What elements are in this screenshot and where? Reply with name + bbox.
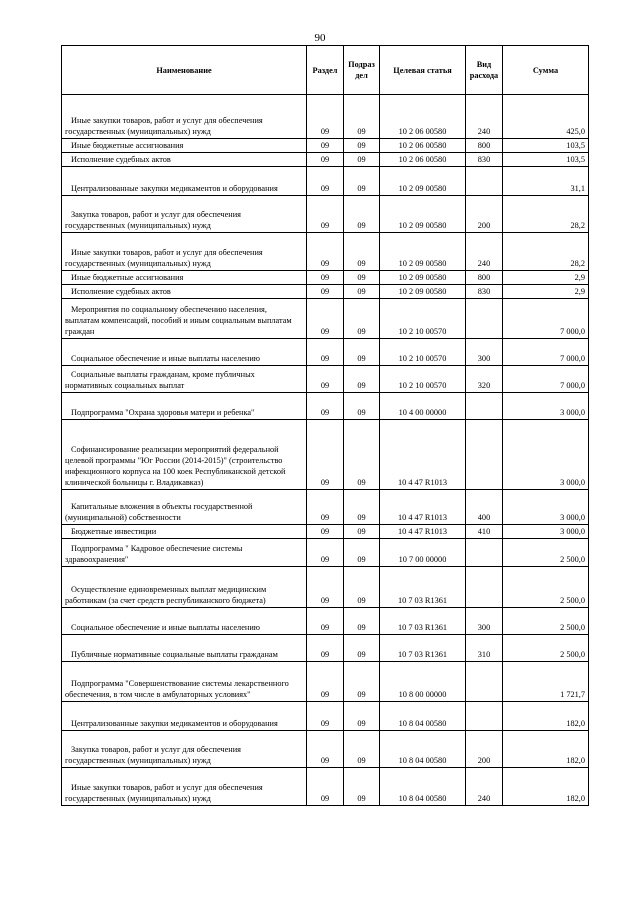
cell-sum: 3 000,0 <box>503 525 589 539</box>
cell-sum: 425,0 <box>503 95 589 139</box>
cell-sum: 7 000,0 <box>503 366 589 393</box>
cell-section: 09 <box>307 271 344 285</box>
cell-expense: 400 <box>466 490 503 525</box>
header-name: Наименование <box>62 46 307 95</box>
table-row <box>62 662 589 702</box>
cell-sum: 103,5 <box>503 153 589 167</box>
cell-subsection: 09 <box>344 233 380 271</box>
cell-name: Иные закупки товаров, работ и услуг для обеспечения государственных (муниципальных) нужд <box>62 768 307 806</box>
cell-section: 09 <box>307 768 344 806</box>
table-row <box>62 271 589 285</box>
cell-target: 10 4 47 R1013 <box>380 525 466 539</box>
table-header <box>62 46 589 95</box>
table-row <box>62 768 589 806</box>
cell-section: 09 <box>307 339 344 366</box>
cell-name: Софинансирование реализации мероприятий федеральной целевой программы "Юг России (2014-2015)" (строительство инфекционного корпуса на 100 коек Республиканской детской клинической больницы г. Владикавказ) <box>62 420 307 490</box>
cell-subsection: 09 <box>344 339 380 366</box>
cell-sum: 2,9 <box>503 285 589 299</box>
table-row <box>62 339 589 366</box>
cell-section: 09 <box>307 420 344 490</box>
cell-expense: 310 <box>466 635 503 662</box>
cell-sum: 3 000,0 <box>503 393 589 420</box>
cell-target: 10 2 10 00570 <box>380 339 466 366</box>
cell-section: 09 <box>307 702 344 731</box>
cell-expense: 300 <box>466 608 503 635</box>
cell-target: 10 2 06 00580 <box>380 95 466 139</box>
cell-target: 10 2 06 00580 <box>380 139 466 153</box>
cell-target: 10 2 06 00580 <box>380 153 466 167</box>
cell-name: Капитальные вложения в объекты государственной (муниципальной) собственности <box>62 490 307 525</box>
cell-subsection: 09 <box>344 285 380 299</box>
cell-target: 10 4 00 00000 <box>380 393 466 420</box>
cell-expense <box>466 393 503 420</box>
cell-expense: 800 <box>466 271 503 285</box>
cell-name: Закупка товаров, работ и услуг для обеспечения государственных (муниципальных) нужд <box>62 196 307 233</box>
budget-table <box>61 45 589 806</box>
cell-subsection: 09 <box>344 153 380 167</box>
cell-name: Социальные выплаты гражданам, кроме публичных нормативных социальных выплат <box>62 366 307 393</box>
cell-target: 10 2 10 00570 <box>380 299 466 339</box>
header-target: Целевая статья <box>380 46 466 95</box>
table-row <box>62 153 589 167</box>
table-body <box>62 95 589 806</box>
cell-subsection: 09 <box>344 567 380 608</box>
cell-name: Социальное обеспечение и иные выплаты населению <box>62 608 307 635</box>
cell-expense <box>466 167 503 196</box>
cell-expense: 320 <box>466 366 503 393</box>
table-row <box>62 167 589 196</box>
cell-target: 10 2 10 00570 <box>380 366 466 393</box>
table-row <box>62 393 589 420</box>
cell-expense: 240 <box>466 233 503 271</box>
cell-target: 10 2 09 00580 <box>380 167 466 196</box>
cell-subsection: 09 <box>344 702 380 731</box>
cell-expense: 200 <box>466 196 503 233</box>
cell-subsection: 09 <box>344 95 380 139</box>
cell-sum: 182,0 <box>503 768 589 806</box>
cell-section: 09 <box>307 393 344 420</box>
cell-subsection: 09 <box>344 768 380 806</box>
cell-section: 09 <box>307 635 344 662</box>
cell-section: 09 <box>307 490 344 525</box>
cell-expense: 830 <box>466 285 503 299</box>
header-section: Раздел <box>307 46 344 95</box>
cell-sum: 182,0 <box>503 731 589 768</box>
cell-subsection: 09 <box>344 490 380 525</box>
cell-target: 10 2 09 00580 <box>380 285 466 299</box>
cell-expense <box>466 299 503 339</box>
cell-target: 10 8 04 00580 <box>380 768 466 806</box>
table-row <box>62 95 589 139</box>
cell-section: 09 <box>307 95 344 139</box>
table-row <box>62 420 589 490</box>
table-row <box>62 196 589 233</box>
cell-target: 10 8 04 00580 <box>380 702 466 731</box>
cell-section: 09 <box>307 608 344 635</box>
table-row <box>62 702 589 731</box>
cell-subsection: 09 <box>344 167 380 196</box>
cell-target: 10 2 09 00580 <box>380 196 466 233</box>
cell-expense: 830 <box>466 153 503 167</box>
cell-sum: 2 500,0 <box>503 608 589 635</box>
cell-name: Иные бюджетные ассигнования <box>62 271 307 285</box>
cell-expense: 410 <box>466 525 503 539</box>
cell-expense: 240 <box>466 95 503 139</box>
cell-section: 09 <box>307 167 344 196</box>
cell-section: 09 <box>307 525 344 539</box>
cell-subsection: 09 <box>344 525 380 539</box>
cell-expense <box>466 702 503 731</box>
cell-section: 09 <box>307 233 344 271</box>
cell-subsection: 09 <box>344 420 380 490</box>
cell-sum: 1 721,7 <box>503 662 589 702</box>
table-row <box>62 567 589 608</box>
cell-sum: 2 500,0 <box>503 567 589 608</box>
cell-name: Исполнение судебных актов <box>62 285 307 299</box>
cell-sum: 28,2 <box>503 196 589 233</box>
table-row <box>62 285 589 299</box>
table-row <box>62 525 589 539</box>
cell-target: 10 7 03 R1361 <box>380 635 466 662</box>
cell-name: Подпрограмма "Совершенствование системы лекарственного обеспечения, в том числе в амбулаторных условиях" <box>62 662 307 702</box>
cell-name: Иные закупки товаров, работ и услуг для обеспечения государственных (муниципальных) нужд <box>62 95 307 139</box>
cell-expense <box>466 539 503 567</box>
cell-subsection: 09 <box>344 366 380 393</box>
cell-name: Централизованные закупки медикаментов и оборудования <box>62 702 307 731</box>
cell-sum: 3 000,0 <box>503 420 589 490</box>
cell-expense: 800 <box>466 139 503 153</box>
cell-section: 09 <box>307 139 344 153</box>
header-expense: Вид расхода <box>466 46 503 95</box>
cell-target: 10 7 00 00000 <box>380 539 466 567</box>
cell-sum: 103,5 <box>503 139 589 153</box>
cell-expense: 200 <box>466 731 503 768</box>
cell-target: 10 8 00 00000 <box>380 662 466 702</box>
table-row <box>62 139 589 153</box>
cell-section: 09 <box>307 299 344 339</box>
table-row <box>62 635 589 662</box>
cell-name: Бюджетные инвестиции <box>62 525 307 539</box>
cell-section: 09 <box>307 539 344 567</box>
cell-name: Осуществление единовременных выплат медицинским работникам (за счет средств республиканского бюджета) <box>62 567 307 608</box>
cell-subsection: 09 <box>344 608 380 635</box>
cell-target: 10 8 04 00580 <box>380 731 466 768</box>
cell-sum: 2 500,0 <box>503 539 589 567</box>
cell-name: Иные закупки товаров, работ и услуг для обеспечения государственных (муниципальных) нужд <box>62 233 307 271</box>
cell-subsection: 09 <box>344 539 380 567</box>
cell-target: 10 7 03 R1361 <box>380 567 466 608</box>
cell-name: Публичные нормативные социальные выплаты гражданам <box>62 635 307 662</box>
cell-sum: 2 500,0 <box>503 635 589 662</box>
cell-section: 09 <box>307 196 344 233</box>
cell-subsection: 09 <box>344 139 380 153</box>
cell-name: Закупка товаров, работ и услуг для обеспечения государственных (муниципальных) нужд <box>62 731 307 768</box>
table-row <box>62 539 589 567</box>
table-row <box>62 608 589 635</box>
cell-section: 09 <box>307 285 344 299</box>
cell-expense <box>466 567 503 608</box>
cell-subsection: 09 <box>344 271 380 285</box>
table-row <box>62 233 589 271</box>
table-row <box>62 366 589 393</box>
cell-name: Социальное обеспечение и иные выплаты населению <box>62 339 307 366</box>
header-subsection: Подраз дел <box>344 46 380 95</box>
cell-name: Подпрограмма "Охрана здоровья матери и ребенка" <box>62 393 307 420</box>
cell-subsection: 09 <box>344 731 380 768</box>
cell-subsection: 09 <box>344 635 380 662</box>
cell-target: 10 7 03 R1361 <box>380 608 466 635</box>
cell-expense: 300 <box>466 339 503 366</box>
cell-section: 09 <box>307 731 344 768</box>
cell-subsection: 09 <box>344 196 380 233</box>
cell-name: Мероприятия по социальному обеспечению населения, выплатам компенсаций, пособий и иным социальным выплатам граждан <box>62 299 307 339</box>
cell-expense <box>466 420 503 490</box>
cell-sum: 3 000,0 <box>503 490 589 525</box>
cell-section: 09 <box>307 567 344 608</box>
cell-section: 09 <box>307 366 344 393</box>
cell-target: 10 2 09 00580 <box>380 271 466 285</box>
table-row <box>62 299 589 339</box>
cell-name: Исполнение судебных актов <box>62 153 307 167</box>
cell-target: 10 4 47 R1013 <box>380 420 466 490</box>
header-row <box>62 46 589 95</box>
cell-name: Централизованные закупки медикаментов и оборудования <box>62 167 307 196</box>
cell-target: 10 2 09 00580 <box>380 233 466 271</box>
header-sum: Сумма <box>503 46 589 95</box>
table-row <box>62 490 589 525</box>
cell-sum: 2,9 <box>503 271 589 285</box>
cell-target: 10 4 47 R1013 <box>380 490 466 525</box>
cell-expense <box>466 662 503 702</box>
cell-name: Подпрограмма " Кадровое обеспечение системы здравоохранения" <box>62 539 307 567</box>
cell-name: Иные бюджетные ассигнования <box>62 139 307 153</box>
page-number: 90 <box>314 32 326 44</box>
table-row <box>62 731 589 768</box>
cell-subsection: 09 <box>344 393 380 420</box>
cell-sum: 28,2 <box>503 233 589 271</box>
cell-section: 09 <box>307 662 344 702</box>
cell-subsection: 09 <box>344 662 380 702</box>
cell-sum: 182,0 <box>503 702 589 731</box>
cell-sum: 7 000,0 <box>503 299 589 339</box>
cell-sum: 7 000,0 <box>503 339 589 366</box>
cell-section: 09 <box>307 153 344 167</box>
cell-sum: 31,1 <box>503 167 589 196</box>
cell-expense: 240 <box>466 768 503 806</box>
cell-subsection: 09 <box>344 299 380 339</box>
